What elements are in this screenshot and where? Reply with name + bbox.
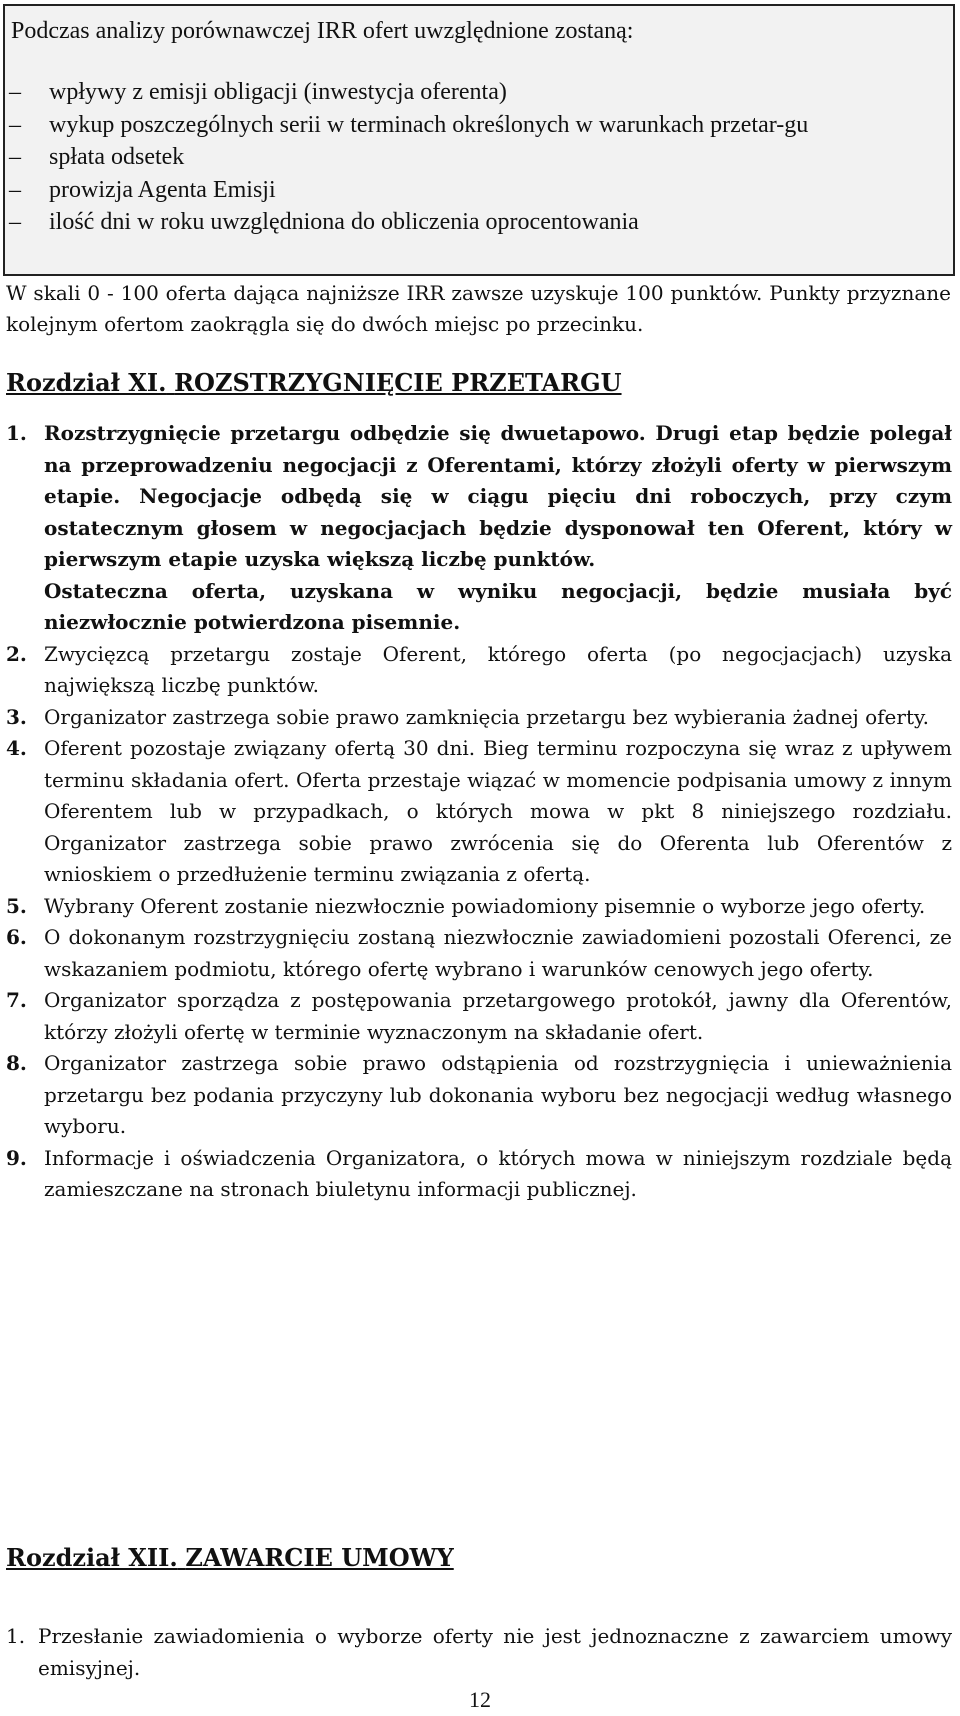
point-text: Organizator sporządza z postępowania przetargowego protokół, jawny dla Oferentów, którzy złożyli ofertę w terminie wyznaczonym na składanie ofert. bbox=[44, 988, 952, 1044]
list-item bbox=[6, 891, 952, 923]
point-text: Organizator zastrzega sobie prawo zamknięcia przetargu bez wybierania żadnej oferty. bbox=[44, 704, 929, 729]
list-item bbox=[6, 1048, 952, 1143]
page-number: 12 bbox=[469, 1687, 491, 1712]
point-number: 3. bbox=[6, 704, 27, 729]
point-number: 7. bbox=[6, 988, 27, 1012]
point-text: Zwycięzcą przetargu zostaje Oferent, którego oferta (po negocjacjach) uzyska największą liczbę punktów. bbox=[44, 641, 952, 697]
list-item: – spłata odsetek bbox=[5, 141, 953, 174]
criteria-list bbox=[5, 76, 953, 239]
chapter-title: ROZSTRZYGNIĘCIE PRZETARGU bbox=[174, 368, 622, 397]
list-item bbox=[6, 1621, 952, 1684]
list-item bbox=[6, 702, 952, 734]
box-title: Podczas analizy porównawczej IRR ofert uwzględnione zostaną: bbox=[11, 18, 634, 44]
chapter-heading bbox=[6, 1543, 454, 1572]
point-number: 5. bbox=[6, 893, 27, 918]
list-item bbox=[6, 733, 952, 891]
chapter-heading bbox=[6, 368, 622, 397]
list-item bbox=[6, 922, 952, 985]
point-number: 4. bbox=[6, 736, 27, 760]
point-number: 1. bbox=[6, 421, 27, 445]
list-item: – wpływy z emisji obligacji (inwestycja oferenta) bbox=[5, 76, 953, 109]
evaluation-criteria-box bbox=[3, 4, 955, 276]
point-text: Oferent pozostaje związany ofertą 30 dni. Bieg terminu rozpoczyna się wraz z upływem terminu składania ofert. Oferta przestaje wiązać w momencie podpisania umowy z innym Oferentem lub w przypadkach, o których mowa w pkt 8 niniejszego rozdziału. Organizator zastrzega sobie prawo zwrócenia się do Oferenta lub Oferentów z wnioskiem o przedłużenie terminu związania z ofertą. bbox=[44, 736, 952, 886]
chapter-points bbox=[6, 1621, 952, 1684]
scoring-note: W skali 0 - 100 oferta dająca najniższe IRR zawsze uzyskuje 100 punktów. Punkty przyznane kolejnym ofertom zaokrągla się do dwóch miejsc po przecinku. bbox=[6, 281, 951, 336]
point-text: Rozstrzygnięcie przetargu odbędzie się dwuetapowo. Drugi etap będzie polegał na przeprowadzeniu negocjacji z Oferentami, którzy złożyli oferty w pierwszym etapie. Negocjacje odbędą się w ciągu pięciu dni roboczych, przy czym ostatecznym głosem w negocjacjach będzie dysponował ten Oferent, który w pierwszym etapie uzyska większą liczbę punktów. bbox=[44, 421, 952, 571]
chapter-prefix: Rozdział XI. bbox=[6, 368, 167, 397]
point-number: 1. bbox=[6, 1624, 26, 1648]
list-item bbox=[6, 418, 952, 639]
point-text: Przesłanie zawiadomienia o wyborze oferty nie jest jednoznaczne z zawarciem umowy emisyjnej. bbox=[38, 1624, 952, 1680]
point-number: 2. bbox=[6, 641, 27, 666]
list-item bbox=[6, 639, 952, 702]
point-text-continued: Ostateczna oferta, uzyskana w wyniku negocjacji, będzie musiała być niezwłocznie potwierdzona pisemnie. bbox=[44, 578, 952, 634]
point-number: 6. bbox=[6, 925, 27, 949]
list-item bbox=[6, 985, 952, 1048]
point-text: Informacje i oświadczenia Organizatora, o których mowa w niniejszym rozdziale będą zamieszczane na stronach biuletynu informacji publicznej. bbox=[44, 1145, 952, 1201]
list-item: – ilość dni w roku uwzględniona do obliczenia oprocentowania bbox=[5, 206, 953, 239]
chapter-points bbox=[6, 418, 952, 1206]
point-number: 9. bbox=[6, 1145, 27, 1170]
list-item bbox=[5, 109, 953, 142]
list-item-text: wykup poszczególnych serii w terminach określonych w warunkach przetar-gu bbox=[49, 111, 809, 138]
list-item bbox=[6, 1143, 952, 1206]
list-item: – prowizja Agenta Emisji bbox=[5, 174, 953, 207]
chapter-title: ZAWARCIE UMOWY bbox=[185, 1543, 454, 1572]
point-text: Organizator zastrzega sobie prawo odstąpienia od rozstrzygnięcia i unieważnienia przetargu bez podania przyczyny lub dokonania wyboru bez negocjacji według własnego wyboru. bbox=[44, 1051, 952, 1138]
point-number: 8. bbox=[6, 1051, 27, 1075]
point-text: O dokonanym rozstrzygnięciu zostaną niezwłocznie zawiadomieni pozostali Oferenci, ze wskazaniem podmiotu, którego ofertę wybrano i warunków cenowych jego oferty. bbox=[44, 925, 952, 981]
chapter-prefix: Rozdział XII. bbox=[6, 1543, 178, 1572]
point-text: Wybrany Oferent zostanie niezwłocznie powiadomiony pisemnie o wyborze jego oferty. bbox=[44, 893, 926, 918]
